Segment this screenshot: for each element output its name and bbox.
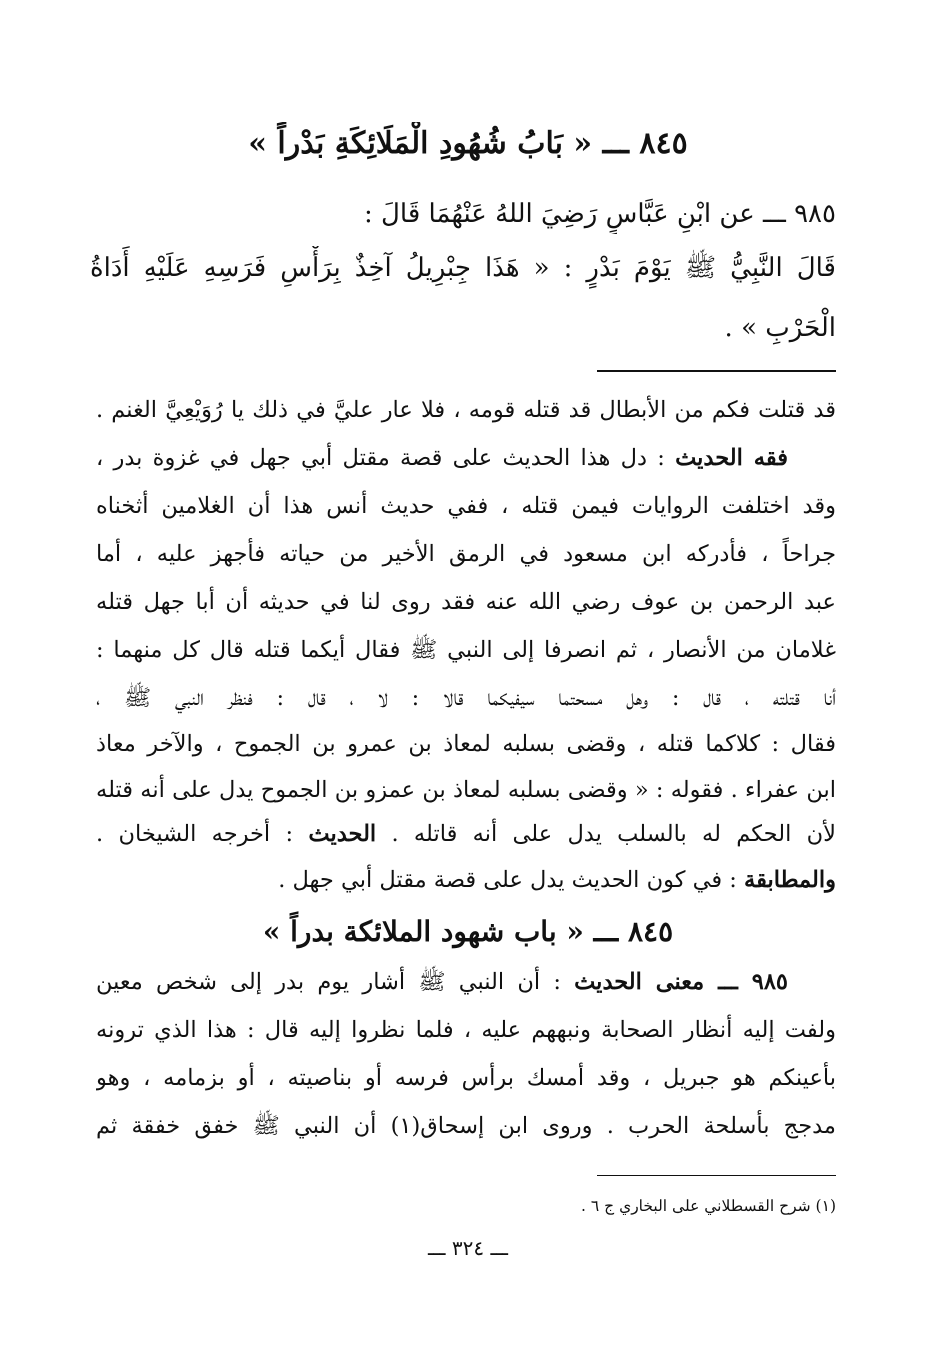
- commentary-line-10: [96, 812, 836, 856]
- meaning-line-4: مدجج بأسلحة الحرب . وروى ابن إسحاق(١) أن النبي ﷺ خفق خفقة ثم: [96, 1113, 836, 1139]
- hadith-line-3: الْحَرْبِ » .: [724, 313, 836, 343]
- commentary-text: : أخرجه الشيخان .: [96, 821, 309, 847]
- meaning-heading: ٩٨٥ ـــ معنى الحديث: [574, 969, 788, 995]
- commentary-line-4: جراحاً ، فأدركه ابن مسعود في الرمق الأخير من حياته فأجهز عليه ، أما: [96, 541, 836, 567]
- page-number: ـــ ٣٢٤ ـــ: [427, 1236, 509, 1260]
- commentary-text: لأن الحكم له بالسلب يدل على أنه قاتله .: [376, 821, 836, 847]
- chapter-title: ٨٤٥ ـــ « بَابُ شُهُودِ الْمَلَائِكَةِ بَدْراً »: [248, 126, 688, 161]
- correspondence-heading: والمطابقة: [744, 867, 836, 893]
- commentary-line-5: عبد الرحمن بن عوف رضي الله عنه فقد روى لنا في حديثه أن أبا جهل قتله: [96, 589, 836, 615]
- commentary-line-1: قد قتلت فكم من الأبطال قد قتله قومه ، فلا عار عليَّ في ذلك يا رُوَيْعِيَّ الغنم .: [96, 397, 836, 423]
- commentary-text: : في كون الحديث يدل على قصة مقتل أبي جهل .: [278, 867, 744, 893]
- hadith-line-2: قَالَ النَّبِيُّ ﷺ يَوْمَ بَدْرٍ : « هَذَا جِبْرِيلُ آخِذٌ بِرَأْسِ فَرَسِهِ عَلَيْهِ أَدَاةُ: [90, 253, 836, 283]
- meaning-line-2: ولفت إليه أنظار الصحابة ونبههم عليه ، فلما نظروا إليه قال : هذا الذي ترونه: [96, 1017, 836, 1043]
- commentary-text: : دل هذا الحديث على قصة مقتل أبي جهل في غزوة بدر ،: [96, 445, 676, 471]
- meaning-line-1: [96, 960, 788, 1004]
- commentary-line-9: ابن عفراء . فقوله : « وقضى بسلبه لمعاذ بن عمزو بن الجموح يدل على أنه قتله: [96, 777, 836, 803]
- meaning-line-3: بأعينكم هو جبريل ، وقد أمسك برأس فرسه أو بناصيته ، أو بزمامه ، وهو: [96, 1065, 836, 1091]
- commentary-line-2: [96, 436, 788, 480]
- hadith-line-1: ٩٨٥ ـــ عن ابْنِ عَبَّاسٍ رَضِيَ اللهُ عَنْهُمَا قَالَ :: [363, 199, 836, 229]
- commentary-line-11: [200, 858, 836, 902]
- hadith-heading: الحديث: [308, 821, 377, 847]
- footnote-rule: [597, 1175, 836, 1176]
- footnote: (١) شرح القسطلاني على البخاري ج ٦ .: [581, 1197, 836, 1215]
- commentary-line-3: وقد اختلفت الروايات فيمن قتله ، ففي حديث أنس هذا أن الغلامين أثخناه: [96, 493, 836, 519]
- commentary-line-6: غلامان من الأنصار ، ثم انصرفا إلى النبي ﷺ فقال أيكما قتله قال كل منهما :: [96, 637, 836, 663]
- meaning-text: : أن النبي ﷺ أشار يوم بدر إلى شخص معين: [96, 969, 575, 995]
- commentary-line-7: أنا قتلته ، قال : وهل مسحتما سيفيكما قالا : لا ، قال : فنظر النبي ﷺ ،: [96, 685, 836, 711]
- commentary-line-8: فقال : كلاكما قتله ، وقضى بسلبه لمعاذ بن عمرو بن الجموح ، والآخر معاذ: [96, 731, 836, 757]
- fiqh-heading: فقه الحديث: [675, 445, 788, 471]
- chapter-title-repeat: ٨٤٥ ـــ « باب شهود الملائكة بدراً »: [262, 915, 674, 948]
- separator-rule: [597, 370, 836, 372]
